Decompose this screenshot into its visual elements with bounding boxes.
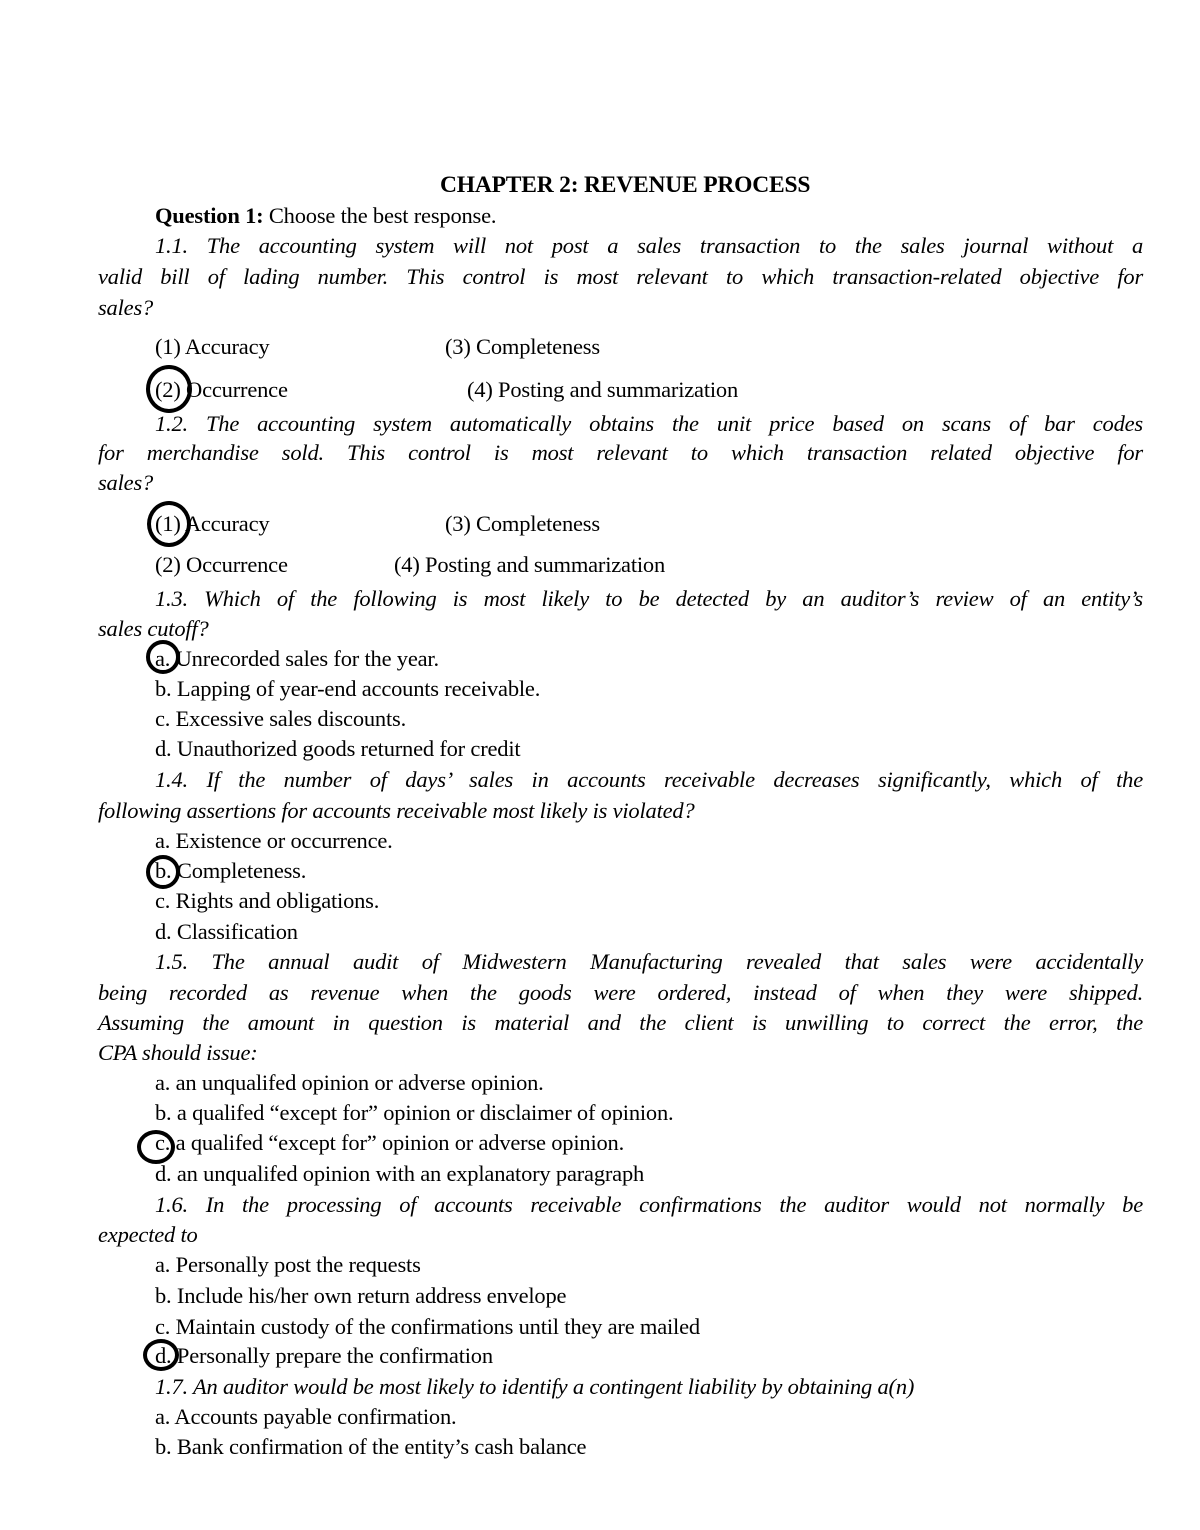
q5-option-a: a. an unqualifed opinion or adverse opinion. [155, 1070, 544, 1095]
q1-option-3: (3) Completeness [445, 334, 600, 359]
q7-stem-line1: 1.7. An auditor would be most likely to identify a contingent liability by obtaining a(n) [155, 1374, 915, 1399]
q5-option-c: c. a qualifed “except for” opinion or adverse opinion. [155, 1130, 625, 1155]
q2-stem-line1: 1.2. The accounting system automatically obtains the unit price based on scans of bar codes [155, 411, 1143, 436]
question-heading [155, 201, 496, 231]
q3-stem-line2: sales cutoff? [98, 616, 209, 641]
q6-stem-line2: expected to [98, 1222, 198, 1247]
q6-option-b: b. Include his/her own return address envelope [155, 1283, 567, 1308]
q5-stem-line4: CPA should issue: [98, 1040, 258, 1065]
answer-circle-mark [146, 640, 180, 674]
q2-option-2: (2) Occurrence [155, 552, 288, 577]
q2-stem-line3: sales? [98, 470, 154, 495]
q3-option-a: a. Unrecorded sales for the year. [155, 646, 439, 671]
q3-stem-line1: 1.3. Which of the following is most likely to be detected by an auditor’s review of an entity’s [155, 586, 1143, 611]
q4-stem-line2: following assertions for accounts receivable most likely is violated? [98, 798, 695, 823]
q5-stem-line3: Assuming the amount in question is material and the client is unwilling to correct the error, the [98, 1010, 1143, 1035]
q4-stem-line1: 1.4. If the number of days’ sales in accounts receivable decreases significantly, which of the [155, 767, 1143, 792]
q6-option-d: d. Personally prepare the confirmation [155, 1343, 493, 1368]
q4-option-b: b. Completeness. [155, 858, 307, 883]
q1-stem-line2: valid bill of lading number. This control is most relevant to which transaction-related objective for [98, 264, 1143, 289]
answer-circle-mark [143, 1339, 179, 1371]
answer-circle-mark [137, 1130, 175, 1164]
q7-option-b: b. Bank confirmation of the entity’s cash balance [155, 1434, 587, 1459]
q6-option-a: a. Personally post the requests [155, 1252, 421, 1277]
q2-option-4: (4) Posting and summarization [394, 552, 666, 577]
q4-option-c: c. Rights and obligations. [155, 888, 380, 913]
q5-stem-line2: being recorded as revenue when the goods were ordered, instead of when they were shipped. [98, 980, 1143, 1005]
q1-option-4: (4) Posting and summarization [467, 377, 739, 402]
q6-option-c: c. Maintain custody of the confirmations until they are mailed [155, 1314, 700, 1339]
q1-stem-line1: 1.1. The accounting system will not post a sales transaction to the sales journal without a [155, 233, 1143, 258]
answer-circle-mark [146, 365, 192, 413]
q6-stem-line1: 1.6. In the processing of accounts receivable confirmations the auditor would not normally be [155, 1192, 1143, 1217]
q3-option-d: d. Unauthorized goods returned for credit [155, 736, 521, 761]
q7-option-a: a. Accounts payable confirmation. [155, 1404, 457, 1429]
q1-option-2: (2) Occurrence [155, 377, 288, 402]
q5-option-d: d. an unqualifed opinion with an explanatory paragraph [155, 1161, 645, 1186]
q1-option-1: (1) Accuracy [155, 334, 270, 359]
answer-circle-mark [146, 855, 180, 889]
q4-option-a: a. Existence or occurrence. [155, 828, 393, 853]
q3-option-b: b. Lapping of year-end accounts receivable. [155, 676, 541, 701]
q5-option-b: b. a qualifed “except for” opinion or disclaimer of opinion. [155, 1100, 674, 1125]
q4-option-d: d. Classification [155, 919, 298, 944]
q1-stem-line3: sales? [98, 295, 154, 320]
page-title: CHAPTER 2: REVENUE PROCESS [440, 172, 811, 198]
answer-circle-mark [147, 501, 191, 547]
q3-option-c: c. Excessive sales discounts. [155, 706, 407, 731]
q2-option-3: (3) Completeness [445, 511, 600, 536]
question-label: Question 1: [155, 203, 264, 228]
q2-stem-line2: for merchandise sold. This control is most relevant to which transaction related objective for [98, 440, 1143, 465]
q5-stem-line1: 1.5. The annual audit of Midwestern Manufacturing revealed that sales were accidentally [155, 949, 1143, 974]
q2-option-1: (1) Accuracy [155, 511, 270, 536]
question-instruction: Choose the best response. [263, 203, 497, 228]
